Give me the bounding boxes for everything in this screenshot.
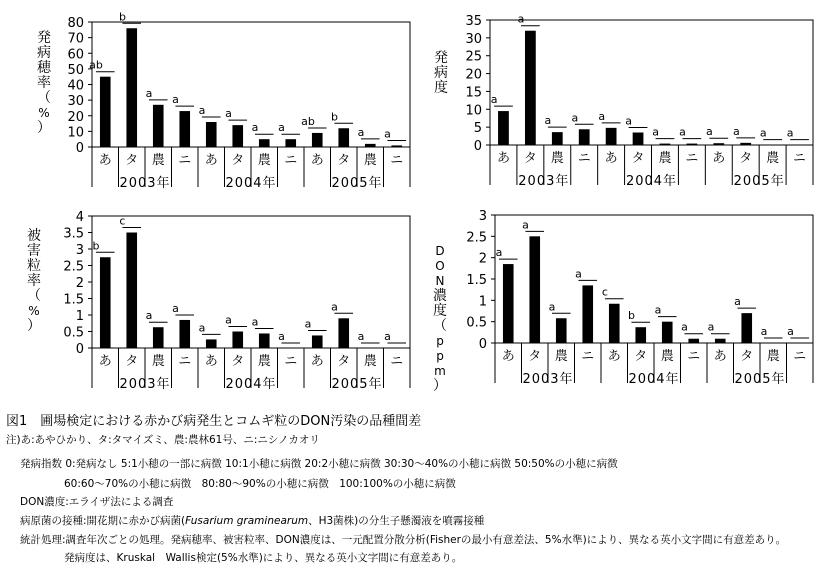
- significance-letter-2-11: a: [384, 330, 391, 343]
- y-axis-label-3-8: m: [434, 364, 446, 378]
- y-axis-label-2-2: 粒: [27, 258, 41, 274]
- category-label-2-8: あ: [310, 354, 324, 369]
- significance-letter-0-3: a: [172, 93, 179, 107]
- bar-0-1: [126, 28, 137, 147]
- significance-letter-1-2: a: [544, 114, 552, 128]
- y-axis-label-0-1: 病: [37, 45, 51, 61]
- y-axis-label-2-3: 率: [27, 273, 41, 289]
- bar-0-5: [232, 125, 243, 147]
- bar-3-8: [715, 339, 726, 343]
- y-tick-label-1-0: 0: [473, 139, 482, 154]
- y-tick-label-1-2: 10: [465, 103, 482, 119]
- category-label-3-0: あ: [501, 349, 515, 364]
- y-tick-label-1-6: 30: [465, 31, 482, 47]
- bar-3-1: [529, 236, 540, 343]
- significance-letter-2-9: a: [331, 300, 338, 314]
- note-index-2: 60:60～70%の小穂に病徴 80:80～90%の小穂に病徴 100:100%の小穂に病徴: [64, 478, 456, 490]
- y-tick-label-2-4: 2: [75, 276, 84, 291]
- category-label-1-10: 農: [766, 151, 780, 166]
- year-label-0-2: 2005年: [331, 176, 383, 191]
- significance-letter-1-11: a: [786, 126, 794, 140]
- y-axis-label-2-1: 害: [27, 243, 41, 259]
- year-label-2-2: 2005年: [331, 377, 383, 392]
- y-tick-label-1-7: 35: [465, 14, 482, 29]
- category-label-0-8: あ: [310, 153, 324, 168]
- y-axis-label-3-3: 濃: [433, 288, 447, 304]
- category-label-2-10: 農: [363, 354, 377, 369]
- y-axis-label-0-0: 発: [37, 30, 51, 46]
- category-label-1-4: あ: [604, 151, 618, 166]
- significance-letter-3-3: a: [575, 267, 582, 281]
- category-label-3-10: 農: [766, 349, 780, 364]
- significance-letter-0-10: a: [357, 125, 365, 139]
- y-tick-label-2-8: 4: [75, 210, 84, 225]
- category-label-1-9: タ: [739, 151, 753, 166]
- significance-letter-1-5: a: [625, 114, 633, 128]
- significance-letter-3-11: a: [787, 325, 794, 338]
- year-label-1-1: 2004年: [625, 174, 678, 189]
- year-label-0-1: 2004年: [225, 176, 277, 191]
- significance-letter-1-7: a: [679, 125, 686, 139]
- y-tick-label-3-1: 0.5: [466, 315, 487, 331]
- significance-letter-1-10: a: [759, 126, 767, 140]
- significance-letter-1-8: a: [706, 125, 713, 139]
- category-label-3-8: あ: [713, 349, 727, 364]
- y-axis-label-3-5: （: [433, 318, 447, 334]
- significance-letter-3-8: a: [707, 320, 715, 334]
- bar-0-0: [100, 77, 111, 147]
- bar-1-6: [660, 144, 671, 145]
- category-label-2-3: ニ: [178, 354, 192, 369]
- y-tick-label-3-3: 1.5: [466, 273, 487, 288]
- y-axis-label-0-5: %: [38, 106, 50, 120]
- y-tick-label-0-8: 80: [67, 16, 84, 31]
- figure-caption: 図1 圃場検定における赤かび病発生とコムギ粒のDON汚染の品種間差: [6, 414, 422, 429]
- significance-letter-0-11: a: [384, 127, 391, 141]
- bar-2-1: [126, 233, 137, 349]
- category-label-0-10: 農: [363, 153, 377, 168]
- bar-2-0: [100, 257, 111, 348]
- y-axis-label-3-6: p: [436, 334, 444, 348]
- y-axis-label-2-6: ）: [27, 318, 41, 334]
- bar-1-9: [740, 143, 751, 145]
- y-tick-label-0-1: 10: [67, 125, 84, 141]
- significance-letter-0-8: ab: [301, 114, 315, 128]
- year-label-3-2: 2005年: [734, 372, 786, 387]
- y-tick-label-0-6: 60: [67, 47, 84, 63]
- note-legend: 注)あ:あやひかり、タ:タマイズミ、農:農林61号、ニ:ニシノカオリ: [6, 434, 320, 446]
- significance-letter-2-4: a: [198, 321, 206, 335]
- bar-0-7: [285, 139, 296, 147]
- category-label-1-11: ニ: [793, 151, 807, 166]
- category-label-0-11: ニ: [390, 153, 404, 168]
- y-tick-label-3-2: 1: [478, 294, 487, 310]
- significance-letter-0-0: ab: [89, 58, 103, 72]
- y-tick-label-1-3: 15: [465, 85, 482, 101]
- category-label-0-6: 農: [257, 153, 271, 168]
- bar-0-10: [365, 144, 376, 147]
- y-tick-label-3-6: 3: [478, 209, 487, 224]
- y-tick-label-0-4: 40: [67, 78, 84, 94]
- bar-0-2: [153, 105, 164, 147]
- category-label-3-5: タ: [634, 349, 648, 364]
- y-tick-label-0-7: 70: [67, 31, 84, 47]
- category-label-0-4: あ: [204, 153, 218, 168]
- y-axis-label-1-0: 発: [434, 50, 448, 66]
- category-label-2-6: 農: [257, 354, 271, 369]
- y-tick-label-2-1: 0.5: [63, 325, 84, 341]
- y-tick-label-1-4: 20: [465, 67, 482, 83]
- significance-letter-2-5: a: [225, 313, 232, 327]
- bar-0-9: [338, 128, 349, 147]
- significance-letter-3-10: a: [760, 325, 768, 338]
- y-tick-label-0-2: 20: [67, 109, 84, 125]
- y-tick-label-2-5: 2.5: [63, 259, 84, 275]
- category-label-3-3: ニ: [581, 349, 595, 364]
- y-tick-label-2-0: 0: [75, 342, 84, 357]
- significance-letter-2-6: a: [251, 315, 259, 329]
- note-kruskal: 発病度は、Kruskal Wallis検定(5%水準)により、異なる英小文字間に有意差あり。: [64, 552, 463, 564]
- y-tick-label-3-5: 2.5: [466, 230, 487, 246]
- y-tick-label-1-1: 5: [473, 121, 482, 137]
- y-axis-label-2-0: 被: [27, 228, 41, 244]
- category-label-1-1: タ: [523, 151, 537, 166]
- significance-letter-2-8: a: [304, 317, 312, 331]
- bar-0-8: [312, 133, 323, 147]
- bar-3-7: [688, 339, 699, 343]
- y-axis-label-3-4: 度: [433, 303, 447, 319]
- bar-0-3: [179, 111, 190, 147]
- year-label-1-2: 2005年: [733, 174, 785, 189]
- year-label-3-1: 2004年: [628, 372, 680, 387]
- note-index-1: 発病指数 0:発病なし 5:1小穂の一部に病徴 10:1小穂に病徴 20:2小穂に病徴 30:30～40%の小穂に病徴 50:50%の小穂に病徴: [20, 458, 618, 470]
- category-label-2-1: タ: [125, 354, 139, 369]
- significance-letter-0-1: b: [118, 10, 126, 24]
- year-label-3-0: 2003年: [522, 372, 574, 387]
- category-label-2-9: タ: [337, 354, 351, 369]
- category-label-0-0: あ: [98, 153, 112, 168]
- category-label-3-11: ニ: [793, 349, 807, 364]
- significance-letter-2-1: c: [119, 214, 126, 228]
- bar-1-3: [579, 129, 590, 145]
- bar-1-0: [498, 111, 509, 145]
- significance-letter-3-4: c: [601, 285, 608, 299]
- significance-letter-3-1: a: [522, 218, 529, 232]
- bar-2-3: [179, 320, 190, 348]
- significance-letter-0-7: a: [278, 121, 285, 135]
- bar-1-7: [686, 144, 697, 145]
- category-label-1-8: あ: [712, 151, 726, 166]
- y-axis-label-0-4: （: [37, 90, 51, 106]
- bar-0-6: [259, 139, 270, 147]
- year-label-2-0: 2003年: [119, 377, 171, 392]
- category-label-2-0: あ: [98, 354, 112, 369]
- bar-2-4: [206, 339, 217, 348]
- y-tick-label-2-6: 3: [75, 243, 84, 258]
- bar-2-2: [153, 327, 164, 348]
- bar-1-8: [713, 143, 724, 145]
- significance-letter-2-7: a: [278, 330, 285, 343]
- y-axis-label-0-2: 穂: [37, 60, 51, 76]
- category-label-2-2: 農: [151, 354, 165, 369]
- category-label-2-11: ニ: [390, 354, 404, 369]
- bar-2-8: [312, 335, 323, 348]
- significance-letter-2-0: b: [92, 239, 100, 253]
- significance-letter-3-0: a: [495, 246, 503, 260]
- y-tick-label-1-5: 25: [465, 49, 482, 65]
- significance-letter-0-6: a: [251, 121, 259, 135]
- category-label-0-7: ニ: [284, 153, 298, 168]
- category-label-0-9: タ: [337, 153, 351, 168]
- bar-2-6: [259, 333, 270, 348]
- y-tick-label-3-0: 0: [478, 337, 487, 352]
- y-axis-label-0-3: 率: [37, 75, 51, 91]
- y-axis-label-3-1: O: [435, 259, 445, 273]
- note-don: DON濃度:エライザ法による調査: [20, 496, 174, 508]
- y-tick-label-2-7: 3.5: [63, 226, 84, 242]
- y-tick-label-2-2: 1: [75, 309, 84, 324]
- significance-letter-0-5: a: [225, 107, 232, 121]
- category-label-3-4: あ: [607, 349, 621, 364]
- category-label-1-5: タ: [631, 151, 645, 166]
- significance-letter-1-9: a: [732, 124, 740, 138]
- category-label-0-3: ニ: [178, 153, 192, 168]
- bar-0-11: [391, 145, 402, 147]
- category-label-3-7: ニ: [687, 349, 701, 364]
- category-label-2-4: あ: [204, 354, 218, 369]
- significance-letter-1-3: a: [571, 111, 579, 125]
- significance-letter-2-3: a: [172, 301, 179, 315]
- bar-1-1: [525, 31, 536, 145]
- category-label-1-7: ニ: [685, 151, 699, 166]
- y-tick-label-3-4: 2: [478, 251, 487, 267]
- bar-1-2: [552, 132, 563, 145]
- category-label-1-6: 農: [658, 151, 672, 166]
- significance-letter-1-0: a: [490, 93, 498, 107]
- significance-letter-1-1: a: [517, 12, 525, 26]
- bar-3-0: [503, 264, 514, 343]
- bar-3-6: [662, 322, 673, 343]
- year-label-1-0: 2003年: [518, 174, 570, 189]
- y-tick-label-0-3: 30: [67, 94, 84, 110]
- plot-frame-3: [495, 215, 813, 343]
- y-axis-label-3-2: N: [435, 274, 445, 288]
- category-label-2-7: ニ: [284, 354, 298, 369]
- bar-1-4: [606, 128, 617, 145]
- bar-3-3: [582, 285, 593, 343]
- bar-3-4: [609, 304, 620, 343]
- y-tick-label-0-0: 0: [75, 141, 84, 156]
- significance-letter-0-2: a: [145, 86, 153, 100]
- y-axis-label-0-6: ）: [37, 120, 51, 136]
- significance-letter-3-2: a: [548, 300, 556, 314]
- bar-3-9: [741, 313, 752, 343]
- significance-letter-2-10: a: [357, 330, 365, 343]
- significance-letter-1-4: a: [598, 109, 606, 123]
- category-label-3-2: 農: [554, 349, 568, 364]
- bar-2-5: [232, 332, 243, 349]
- category-label-0-5: タ: [231, 153, 245, 168]
- category-label-1-3: ニ: [577, 151, 591, 166]
- significance-letter-3-5: b: [627, 309, 635, 323]
- significance-letter-3-7: a: [681, 320, 688, 334]
- category-label-0-1: タ: [125, 153, 139, 168]
- category-label-1-2: 農: [550, 151, 564, 166]
- y-axis-label-2-4: （: [27, 288, 41, 304]
- y-axis-label-1-1: 病: [434, 65, 448, 81]
- y-axis-label-3-9: ）: [433, 378, 447, 394]
- bar-1-5: [633, 133, 644, 146]
- significance-letter-1-6: a: [652, 125, 659, 139]
- y-tick-label-2-3: 1.5: [63, 292, 84, 308]
- year-label-0-0: 2003年: [119, 176, 171, 191]
- category-label-1-0: あ: [496, 151, 510, 166]
- year-label-2-1: 2004年: [225, 377, 277, 392]
- category-label-0-2: 農: [151, 153, 165, 168]
- note-inoculation: 病原菌の接種:開花期に赤かび病菌(Fusarium graminearum、H3菌株)の分生子懸濁液を噴霧接種: [20, 515, 485, 527]
- category-label-3-9: タ: [740, 349, 754, 364]
- significance-letter-3-6: a: [654, 303, 662, 317]
- bar-0-4: [206, 122, 217, 147]
- bar-2-9: [338, 318, 349, 348]
- bar-3-5: [635, 327, 646, 343]
- category-label-3-6: 農: [660, 349, 674, 364]
- significance-letter-0-4: a: [198, 104, 206, 117]
- category-label-3-1: タ: [528, 349, 542, 364]
- category-label-2-5: タ: [231, 354, 245, 369]
- note-statistics: 統計処理:調査年次ごとの処理。発病穂率、被害粒率、DON濃度は、一元配置分散分析(Fisherの最小有意差法、5%水準)により、異なる英小文字間に有意差あり。: [20, 534, 787, 546]
- significance-letter-0-9: b: [330, 110, 338, 124]
- y-axis-label-3-0: D: [435, 244, 445, 258]
- significance-letter-2-2: a: [145, 309, 153, 323]
- y-axis-label-2-5: %: [28, 304, 40, 318]
- bar-3-2: [556, 318, 567, 343]
- y-axis-label-1-2: 度: [434, 80, 448, 96]
- y-axis-label-3-7: p: [436, 349, 444, 363]
- significance-letter-3-9: a: [734, 295, 741, 309]
- y-tick-label-0-5: 50: [67, 62, 84, 78]
